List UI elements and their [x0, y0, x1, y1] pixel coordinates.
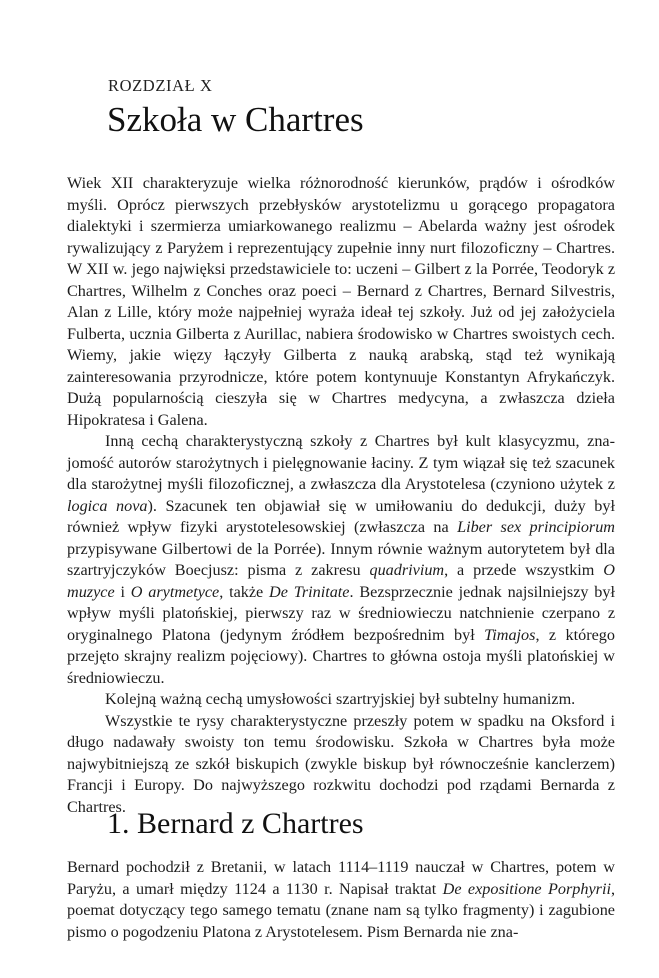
italic-title: O arytmetyce — [130, 582, 220, 601]
text-run: Inną cechą charakterystyczną szkoły z Chartres był kult klasycyzmu, znajomość autorów starożytnych i pielęgnowanie łaciny. Z tym wiązał się też szacunek dla starożytnej myśli filozoficznej, a zwłaszcza dla Arystotelesa (czyniono użytek z — [67, 432, 615, 493]
text-run: . Bezsprzecznie jednak najsilniejszy był wpływ myśli platońskiej, pierwszy raz w średniowieczu natchnienie czerpano z oryginalnego Platona (jedynym źródłem bezpośrednim był — [67, 582, 615, 644]
section-body-text — [67, 857, 615, 943]
text-run: ). Szacunek ten objawiał się w umiłowaniu do dedukcji, duży był również wpływ fizyki arystotelesowskiej (zwłaszcza na — [67, 496, 615, 536]
section-title: 1. Bernard z Chartres — [107, 807, 364, 840]
text-run: Bernard pochodził z Bretanii, w latach 1114–1119 nauczał w Chartres, potem w Paryżu, a umarł między 1124 a 1130 r. Napisał traktat — [67, 858, 615, 898]
chapter-title: Szkoła w Chartres — [107, 100, 364, 139]
text-run: , a przede wszystkim — [444, 561, 604, 579]
paragraph — [67, 431, 615, 689]
text-run: Kolejną ważną cechą umysłowości szartryjskiej był subtelny humanizm. — [105, 690, 576, 708]
italic-title: De expositione Porphyrii — [442, 879, 611, 898]
text-run: Wiek XII charakteryzuje wielka różnorodność kierunków, prądów i ośrodków myśli. Oprócz pierwszych przebłysków arystotelizmu u gorącego propagatora dialektyki i szermierza umiarkowanego realizmu – Abelarda ważny jest ośrodek rywalizujący z Paryżem i reprezentujący zupełnie inny nurt filozoficzny – Chartres. W XII w. jego najwięksi przedstawiciele to: uczeni – Gilbert z la Porrée, Teodoryk z Chartres, Wilhelm z Conches oraz poeci – Bernard z Chartres, Bernard Silvestris, Alan z Lille, który może najpełniej wyraża ideał tej szkoły. Już od jej założyciela Fulberta, ucznia Gilberta z Aurillac, nabiera środowisko w Chartres swoistych cech. Wiemy, jakie więzy łączyły Gilberta z nauką arabską, stąd też wynikają zainteresowania przyrodnicze, które potem kontynuuje Konstantyn Afrykańczyk. Dużą popularnością cieszyła się w Chartres medycyna, a zwłaszcza dzieła Hipokratesa i Galena. — [67, 174, 615, 429]
italic-title: De Trinitate — [269, 582, 350, 601]
paragraph — [67, 857, 615, 943]
italic-title: quadrivium — [369, 561, 445, 579]
chapter-body-text — [67, 173, 615, 818]
italic-title: O muzyce — [67, 561, 615, 601]
paragraph — [67, 173, 615, 431]
text-run: i — [114, 582, 131, 601]
italic-title: Timajos — [484, 625, 536, 644]
italic-title: logica nova — [67, 496, 148, 515]
paragraph — [67, 711, 615, 819]
chapter-label: ROZDZIAŁ X — [108, 76, 213, 95]
italic-title: Liber sex principiorum — [457, 518, 615, 536]
text-run: Wszystkie te rysy charakterystyczne przeszły potem w spadku na Oksford i długo nadawały swoisty ton temu środowisku. Szkoła w Chartres była może najwybitniejszą ze szkół biskupich (zwykle biskup był równocześnie kanclerzem) Francji i Europy. Do najwyższego rozkwitu dochodzi pod rządami Bernarda z Chartres. — [67, 711, 615, 816]
text-run: , poemat dotyczący tego samego tematu (znane nam są tylko fragmenty) i zagubione pismo o pogodzeniu Platona z Arystotelesem. Pism Bernarda nie zna- — [67, 879, 616, 941]
text-run: , także — [219, 582, 270, 601]
text-run: , z którego przejęto skrajny realizm pojęciowy). Chartres to główna ostoja myśli platońskiej w średniowieczu. — [67, 625, 615, 687]
paragraph — [67, 689, 615, 711]
text-run: przypisywane Gilbertowi de la Porrée). Innym równie ważnym autorytetem był dla szartryjczyków Boecjusz: pisma z zakresu — [67, 539, 615, 579]
